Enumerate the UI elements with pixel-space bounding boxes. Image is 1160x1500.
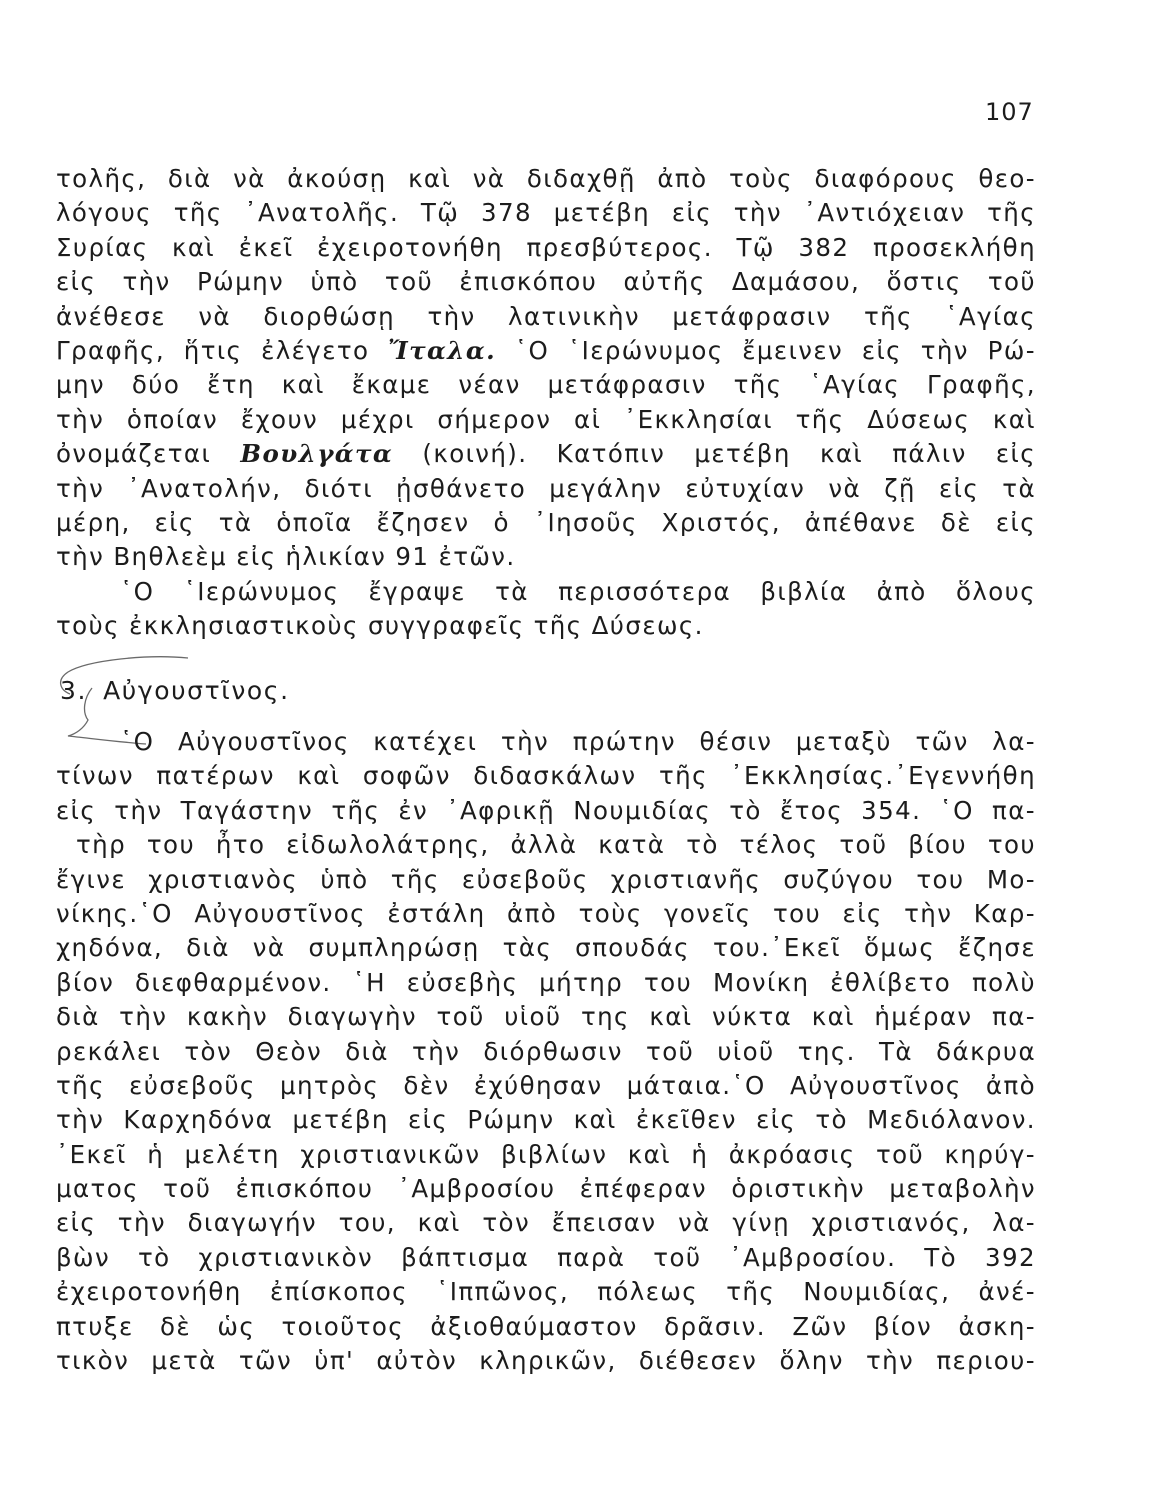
text-line: χηδόνα, διὰ νὰ συμπληρώσῃ τὰς σπουδάς του.᾿Εκεῖ ὅμως ἔζησε bbox=[56, 933, 1036, 963]
text-line: βίον διεφθαρμένον. ῾Η εὐσεβὴς μήτηρ του Μονίκη ἐθλίβετο πολὺ bbox=[56, 967, 1036, 997]
section-heading bbox=[60, 676, 290, 705]
body-text-augustine bbox=[56, 725, 1036, 1378]
text-line: εἰς τὴν Ρώμην ὑπὸ τοῦ ἐπισκόπου αὐτῆς Δαμάσου, ὅστις τοῦ bbox=[56, 267, 1036, 297]
text-line: νίκης.῾Ο Αὐγουστῖνος ἐστάλη ἀπὸ τοὺς γονεῖς του εἰς τὴν Καρ- bbox=[56, 898, 1036, 928]
text-line: τὴν ᾿Ανατολήν, διότι ᾐσθάνετο μεγάλην εὐτυχίαν νὰ ζῇ εἰς τὰ bbox=[56, 473, 1036, 503]
text-line: τολῆς, διὰ νὰ ἀκούσῃ καὶ νὰ διδαχθῇ ἀπὸ τοὺς διαφόρους θεο- bbox=[56, 164, 1036, 193]
emphasized-term-vulgata: Βουλγάτα bbox=[240, 439, 394, 469]
text-line: τὴρ του ἦτο εἰδωλολάτρης, ἀλλὰ κατὰ τὸ τέλος τοῦ βίου του bbox=[76, 830, 1036, 860]
text-line: πτυξε δὲ ὡς τοιοῦτος ἀξιοθαύμαστον δρᾶσιν. Ζῶν βίον ἀσκη- bbox=[56, 1311, 1036, 1341]
text-line: ρεκάλει τὸν Θεὸν διὰ τὴν διόρθωσιν τοῦ υἱοῦ της. Τὰ δάκρυα bbox=[56, 1036, 1036, 1066]
text-line: ἀνέθεσε νὰ διορθώσῃ τὴν λατινικὴν μετάφρασιν τῆς ῾Αγίας bbox=[56, 301, 1036, 331]
text-line: ῾Ο Αὐγουστῖνος κατέχει τὴν πρώτην θέσιν μεταξὺ τῶν λα- bbox=[120, 727, 1036, 756]
section-title: Αὐγουστῖνος. bbox=[103, 676, 290, 705]
text-line bbox=[56, 334, 1036, 368]
text-line: ἔγινε χριστιανὸς ὑπὸ τῆς εὐσεβοῦς χριστιανῆς συζύγου του Μο- bbox=[56, 864, 1036, 894]
text-line: τὴν Βηθλεὲμ εἰς ἡλικίαν 91 ἐτῶν. bbox=[56, 542, 516, 572]
text-line bbox=[56, 437, 1036, 471]
text-segment: ῾Ο ῾Ιερώνυμος ἔμεινεν εἰς τὴν Ρώ- bbox=[496, 335, 1037, 365]
text-line: Συρίας καὶ ἐκεῖ ἐχειροτονήθη πρεσβύτερος. Τῷ 382 προσεκλήθη bbox=[56, 232, 1036, 262]
text-line: εἰς τὴν Ταγάστην τῆς ἐν ᾿Αφρικῇ Νουμιδίας τὸ ἔτος 354. ῾Ο πα- bbox=[56, 795, 1036, 825]
text-line: βὼν τὸ χριστιανικὸν βάπτισμα παρὰ τοῦ ᾿Αμβροσίου. Τὸ 392 bbox=[56, 1242, 1036, 1272]
text-line: εἰς τὴν διαγωγήν του, καὶ τὸν ἔπεισαν νὰ γίνῃ χριστιανός, λα- bbox=[56, 1208, 1036, 1238]
text-segment: ὀνομάζεται bbox=[56, 439, 241, 469]
text-line: μέρη, εἰς τὰ ὁποῖα ἔζησεν ὁ ᾿Ιησοῦς Χριστός, ἀπέθανε δὲ εἰς bbox=[56, 507, 1036, 537]
text-segment: (κοινή). Κατόπιν μετέβη καὶ πάλιν εἰς bbox=[393, 439, 1036, 469]
text-line: διὰ τὴν κακὴν διαγωγὴν τοῦ υἱοῦ της καὶ νύκτα καὶ ἡμέραν πα- bbox=[56, 1002, 1036, 1032]
text-line: μην δύο ἔτη καὶ ἔκαμε νέαν μετάφρασιν τῆς ῾Αγίας Γραφῆς, bbox=[56, 370, 1036, 400]
text-line: ῾Ο ῾Ιερώνυμος ἔγραψε τὰ περισσότερα βιβλία ἀπὸ ὅλους bbox=[120, 576, 1036, 606]
body-text-jerome bbox=[56, 162, 1036, 643]
text-line: τοὺς ἐκκλησιαστικοὺς συγγραφεῖς τῆς Δύσεως. bbox=[56, 611, 704, 641]
text-line: τὴν ὁποίαν ἔχουν μέχρι σήμερον αἱ ᾿Εκκλησίαι τῆς Δύσεως καὶ bbox=[56, 404, 1036, 434]
text-line: τικὸν μετὰ τῶν ὑπ' αὐτὸν κληρικῶν, διέθεσεν ὅλην τὴν περιου- bbox=[56, 1346, 1036, 1376]
text-line: ᾿Εκεῖ ἡ μελέτη χριστιανικῶν βιβλίων καὶ ἡ ἀκρόασις τοῦ κηρύγ- bbox=[56, 1139, 1036, 1169]
page-number: 107 bbox=[985, 98, 1034, 126]
text-line: ἐχειροτονήθη ἐπίσκοπος ῾Ιππῶνος, πόλεως τῆς Νουμιδίας, ἀνέ- bbox=[56, 1277, 1036, 1307]
text-line: τὴν Καρχηδόνα μετέβη εἰς Ρώμην καὶ ἐκεῖθεν εἰς τὸ Μεδιόλανον. bbox=[56, 1105, 1036, 1135]
section-number: 3. bbox=[60, 676, 88, 705]
text-line: τίνων πατέρων καὶ σοφῶν διδασκάλων τῆς ᾿Εκκλησίας.᾿Εγεννήθη bbox=[56, 761, 1036, 791]
text-segment: Γραφῆς, ἥτις ἐλέγετο bbox=[56, 335, 389, 365]
text-line: ματος τοῦ ἐπισκόπου ᾿Αμβροσίου ἐπέφεραν ὁριστικὴν μεταβολὴν bbox=[56, 1174, 1036, 1204]
text-line: λόγους τῆς ᾿Ανατολῆς. Τῷ 378 μετέβη εἰς τὴν ᾿Αντιόχειαν τῆς bbox=[56, 198, 1036, 228]
text-line: τῆς εὐσεβοῦς μητρὸς δὲν ἐχύθησαν μάταια.῾Ο Αὐγουστῖνος ἀπὸ bbox=[56, 1070, 1036, 1100]
emphasized-term-itala: Ἴταλα. bbox=[388, 335, 497, 365]
